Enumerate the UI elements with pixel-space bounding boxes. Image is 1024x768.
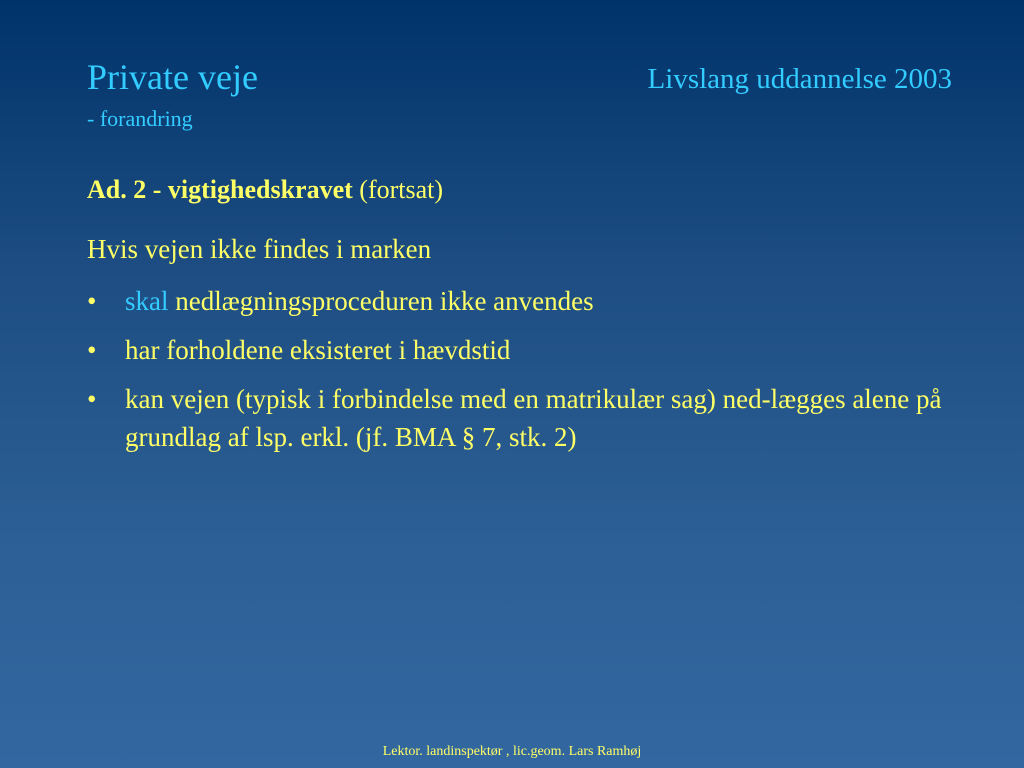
bullet-accent-word: skal xyxy=(125,286,169,316)
bullet-item xyxy=(87,282,967,320)
slide-footer: Lektor. landinspektør , lic.geom. Lars Ramhøj xyxy=(382,744,642,759)
slide-title: Private veje xyxy=(87,57,258,97)
intro-text: Hvis vejen ikke findes i marken xyxy=(87,234,432,264)
bullet-text: nedlægningsproceduren ikke anvendes xyxy=(168,286,594,316)
section-heading xyxy=(87,174,443,206)
bullet-text: kan vejen (typisk i forbindelse med en matrikulær sag) ned-lægges alene på grundlag af lsp. erkl. (jf. BMA § 7, stk. 2) xyxy=(125,384,942,452)
bullet-marker: • xyxy=(87,335,97,365)
bullet-item xyxy=(87,380,967,456)
bullet-marker: • xyxy=(87,384,97,414)
section-heading-suffix: (fortsat) xyxy=(352,175,444,204)
bullet-text: har forholdene eksisteret i hævdstid xyxy=(125,335,511,365)
bullet-list xyxy=(87,282,967,467)
course-label: Livslang uddannelse 2003 xyxy=(647,63,952,95)
section-heading-bold: Ad. 2 - vigtighedskravet xyxy=(87,175,353,204)
bullet-marker: • xyxy=(87,286,97,316)
slide-subtitle: - forandring xyxy=(87,106,193,131)
bullet-item xyxy=(87,331,967,369)
